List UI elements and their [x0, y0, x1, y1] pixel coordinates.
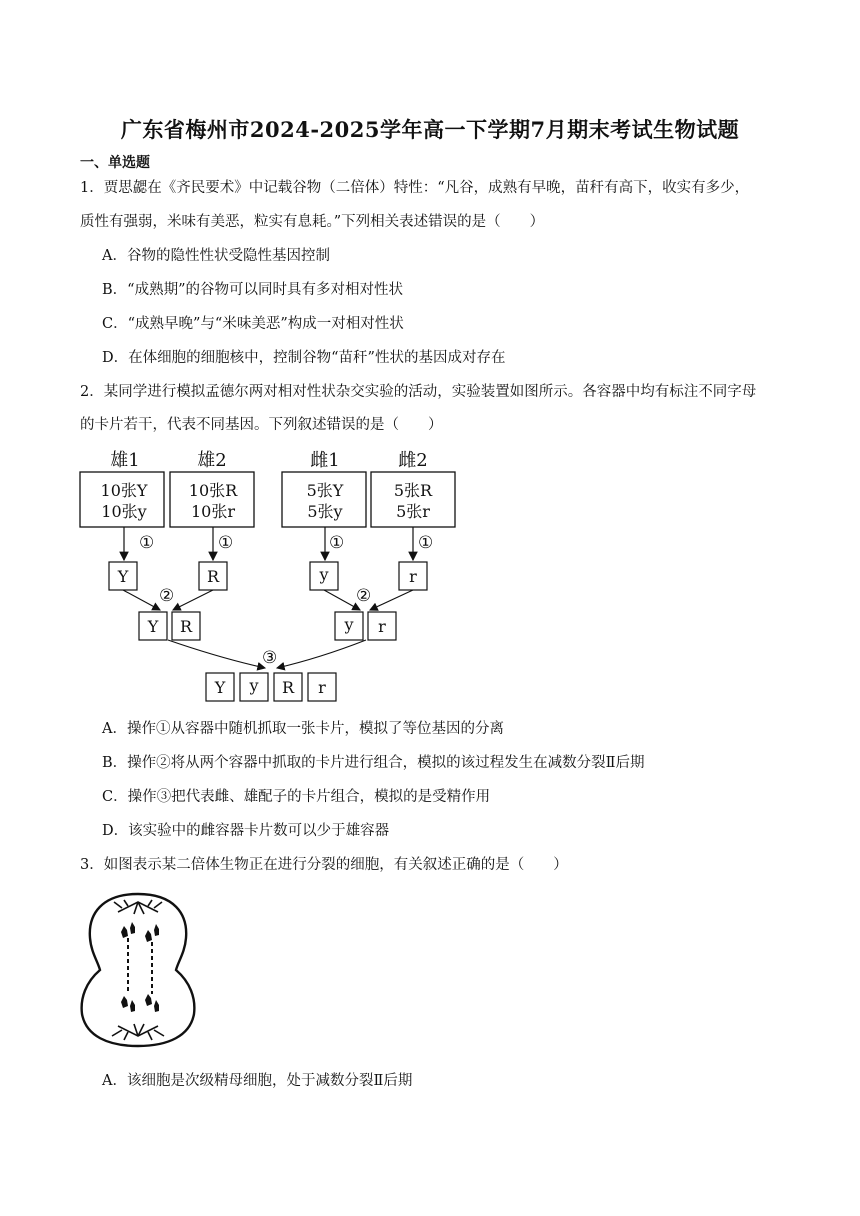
container-male1-line2: 10张y	[101, 502, 147, 521]
drawn-card-2-label: R	[206, 567, 220, 586]
q2-stem-line2: 的卡片若干，代表不同基因。下列叙述错误的是（ ）	[80, 417, 443, 433]
container-female2-line1: 5张R	[393, 481, 433, 500]
pair-left-card-1-label: Y	[147, 617, 159, 636]
container-label-male2: 雄2	[197, 450, 227, 471]
drawn-card-1-label: Y	[117, 567, 129, 586]
q1-option-d[interactable]: D．在体细胞的细胞核中，控制谷物“苗秆”性状的基因成对存在	[102, 350, 506, 366]
chromosomes-top	[121, 922, 159, 942]
page-title: 广东省梅州市2024-2025学年高一下学期7月期末考试生物试题	[120, 117, 740, 142]
q2-stem-line1: 2．某同学进行模拟孟德尔两对相对性状杂交实验的活动，实验装置如图所示。各容器中均有标注不同字母	[80, 384, 757, 400]
container-label-male1: 雄1	[110, 450, 140, 471]
drawn-card-4-label: r	[409, 567, 417, 586]
container-male2-line2: 10张r	[190, 502, 236, 521]
step1-mark-d: ①	[418, 533, 434, 553]
final-card-4-label: r	[318, 678, 326, 697]
section-heading: 一、单选题	[80, 155, 150, 171]
step1-mark-a: ①	[139, 533, 155, 553]
card-simulation-diagram	[0, 440, 860, 710]
q1-stem-line2: 质性有强弱，米味有美恶，粒实有息耗。”下列相关表述错误的是（ ）	[80, 214, 545, 230]
container-label-female1: 雌1	[310, 450, 340, 471]
step2-mark-left: ②	[159, 586, 175, 606]
pair-right-card-2-label: r	[378, 617, 386, 636]
step3-mark: ③	[262, 648, 278, 668]
step1-mark-b: ①	[218, 533, 234, 553]
container-female2-line2: 5张r	[396, 502, 430, 521]
step2-mark-right: ②	[356, 586, 372, 606]
q2-option-c[interactable]: C．操作③把代表雌、雄配子的卡片组合，模拟的是受精作用	[102, 789, 491, 805]
final-card-1-label: Y	[214, 678, 226, 697]
q3-option-a[interactable]: A．该细胞是次级精母细胞，处于减数分裂Ⅱ后期	[102, 1073, 413, 1089]
spindle-bottom	[112, 1024, 164, 1040]
container-male1-line1: 10张Y	[100, 481, 148, 500]
chromosomes-bottom	[121, 994, 159, 1012]
step1-mark-c: ①	[329, 533, 345, 553]
container-male2-line1: 10张R	[188, 481, 238, 500]
container-female1-line1: 5张Y	[306, 481, 344, 500]
q1-option-b[interactable]: B．“成熟期”的谷物可以同时具有多对相对性状	[102, 282, 403, 298]
q1-stem-line1: 1．贾思勰在《齐民要术》中记载谷物（二倍体）特性：“凡谷，成熟有早晚，苗秆有高下，收实有多少，	[80, 180, 750, 196]
container-label-female2: 雌2	[398, 450, 428, 471]
q1-option-a[interactable]: A．谷物的隐性性状受隐性基因控制	[102, 248, 330, 264]
q3-stem: 3．如图表示某二倍体生物正在进行分裂的细胞，有关叙述正确的是（ ）	[80, 857, 568, 873]
drawn-card-3-label: y	[319, 565, 329, 584]
cell-membrane	[82, 894, 195, 1046]
q1-option-c[interactable]: C．“成熟早晚”与“米味美恶”构成一对相对性状	[102, 316, 404, 332]
dividing-cell-diagram	[78, 890, 200, 1050]
q2-option-d[interactable]: D．该实验中的雌容器卡片数可以少于雄容器	[102, 823, 390, 839]
q2-option-a[interactable]: A．操作①从容器中随机抓取一张卡片，模拟了等位基因的分离	[102, 721, 504, 737]
q2-option-b[interactable]: B．操作②将从两个容器中抓取的卡片进行组合，模拟的该过程发生在减数分裂Ⅱ后期	[102, 755, 645, 771]
container-female1-line2: 5张y	[307, 502, 343, 521]
final-card-3-label: R	[281, 678, 295, 697]
pair-right-card-1-label: y	[344, 615, 354, 634]
spindle-top	[114, 900, 162, 914]
final-card-2-label: y	[249, 676, 259, 695]
pair-left-card-2-label: R	[179, 617, 193, 636]
